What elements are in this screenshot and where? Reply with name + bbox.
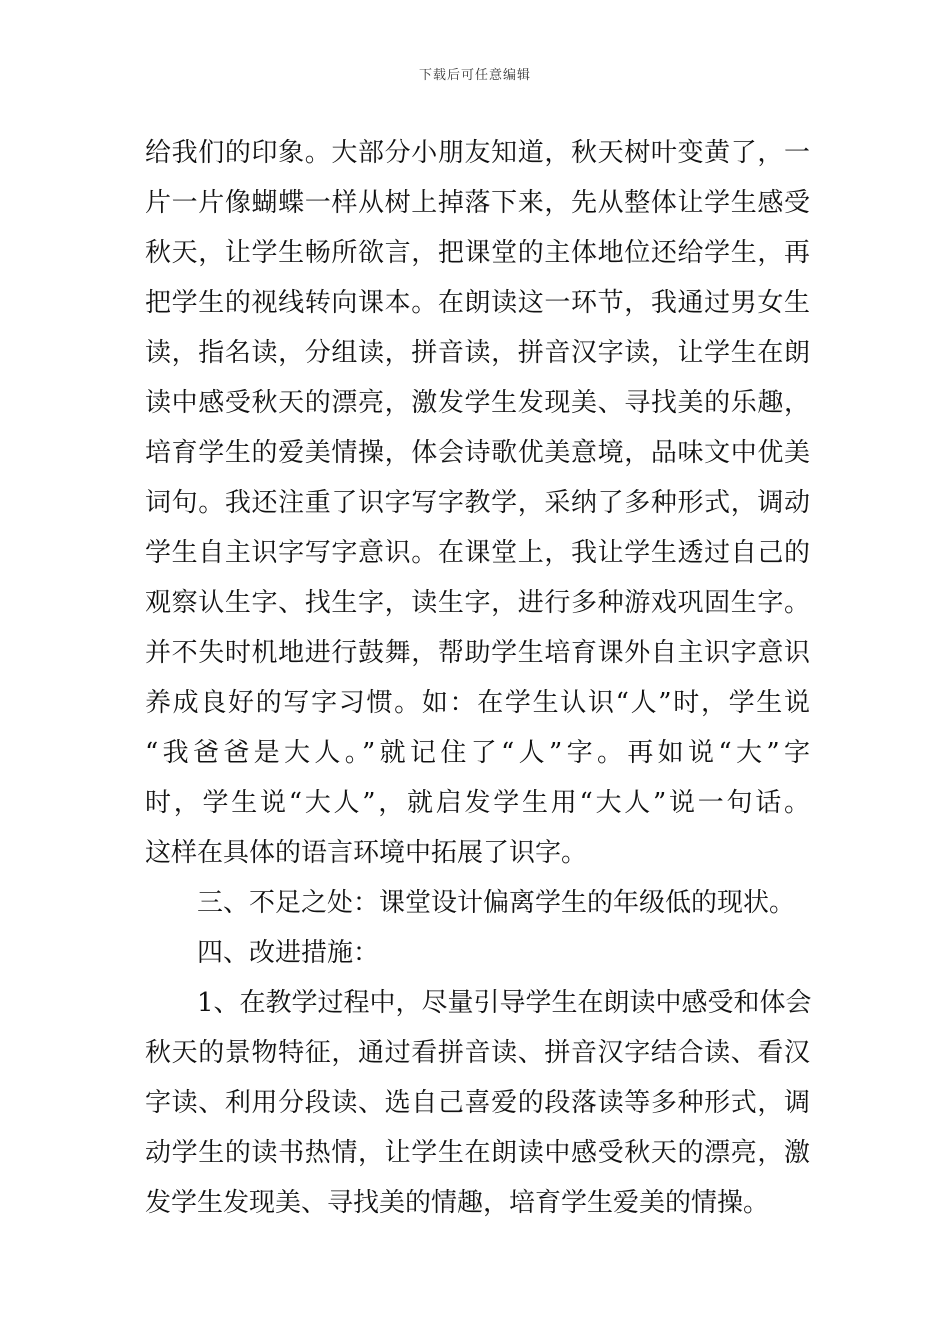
- text-line: 三、不足之处：课堂设计偏离学生的年级低的现状。: [197, 888, 796, 918]
- text-line: 这样在具体的语言环境中拓展了识字。: [145, 838, 588, 868]
- text-line: 读中感受秋天的漂亮，激发学生发现美、寻找美的乐趣，: [145, 388, 810, 418]
- text-line: 秋天的景物特征，通过看拼音读、拼音汉字结合读、看汉: [145, 1038, 810, 1068]
- body-text: [145, 128, 810, 1228]
- text-line: “我爸爸是大人。”就记住了“人”字。再如说“大”字: [145, 738, 810, 768]
- text-line: 片一片像蝴蝶一样从树上掉落下来，先从整体让学生感受: [145, 188, 810, 218]
- text-line: 观察认生字、找生字，读生字，进行多种游戏巩固生字。: [145, 588, 810, 618]
- text-line: 给我们的印象。大部分小朋友知道，秋天树叶变黄了，一: [145, 138, 810, 168]
- text-line: 培育学生的爱美情操，体会诗歌优美意境，品味文中优美: [145, 438, 810, 468]
- text-line: 读，指名读，分组读，拼音读，拼音汉字读，让学生在朗: [145, 338, 810, 368]
- text-line: 字读、利用分段读、选自己喜爱的段落读等多种形式，调: [145, 1088, 810, 1118]
- text-line: 词句。我还注重了识字写字教学，采纳了多种形式，调动: [145, 488, 810, 518]
- text-line: 养成良好的写字习惯。如：在学生认识“人”时，学生说: [145, 688, 810, 718]
- text-line: 动学生的读书热情，让学生在朗读中感受秋天的漂亮，激: [145, 1138, 810, 1168]
- text-line: 发学生发现美、寻找美的情趣，培育学生爱美的情操。: [145, 1188, 770, 1218]
- text-line: 把学生的视线转向课本。在朗读这一环节，我通过男女生: [145, 288, 810, 318]
- text-line: 学生自主识字写字意识。在课堂上，我让学生透过自己的: [145, 538, 810, 568]
- text-line: 1、在教学过程中，尽量引导学生在朗读中感受和体会: [197, 988, 812, 1018]
- text-line: 时，学生说“大人”，就启发学生用“大人”说一句话。: [145, 788, 810, 818]
- text-line: 四、改进措施：: [197, 938, 380, 968]
- text-line: 并不失时机地进行鼓舞，帮助学生培育课外自主识字意识: [145, 638, 810, 668]
- page-header: 下载后可任意编辑: [418, 68, 531, 83]
- text-line: 秋天，让学生畅所欲言，把课堂的主体地位还给学生，再: [145, 238, 810, 268]
